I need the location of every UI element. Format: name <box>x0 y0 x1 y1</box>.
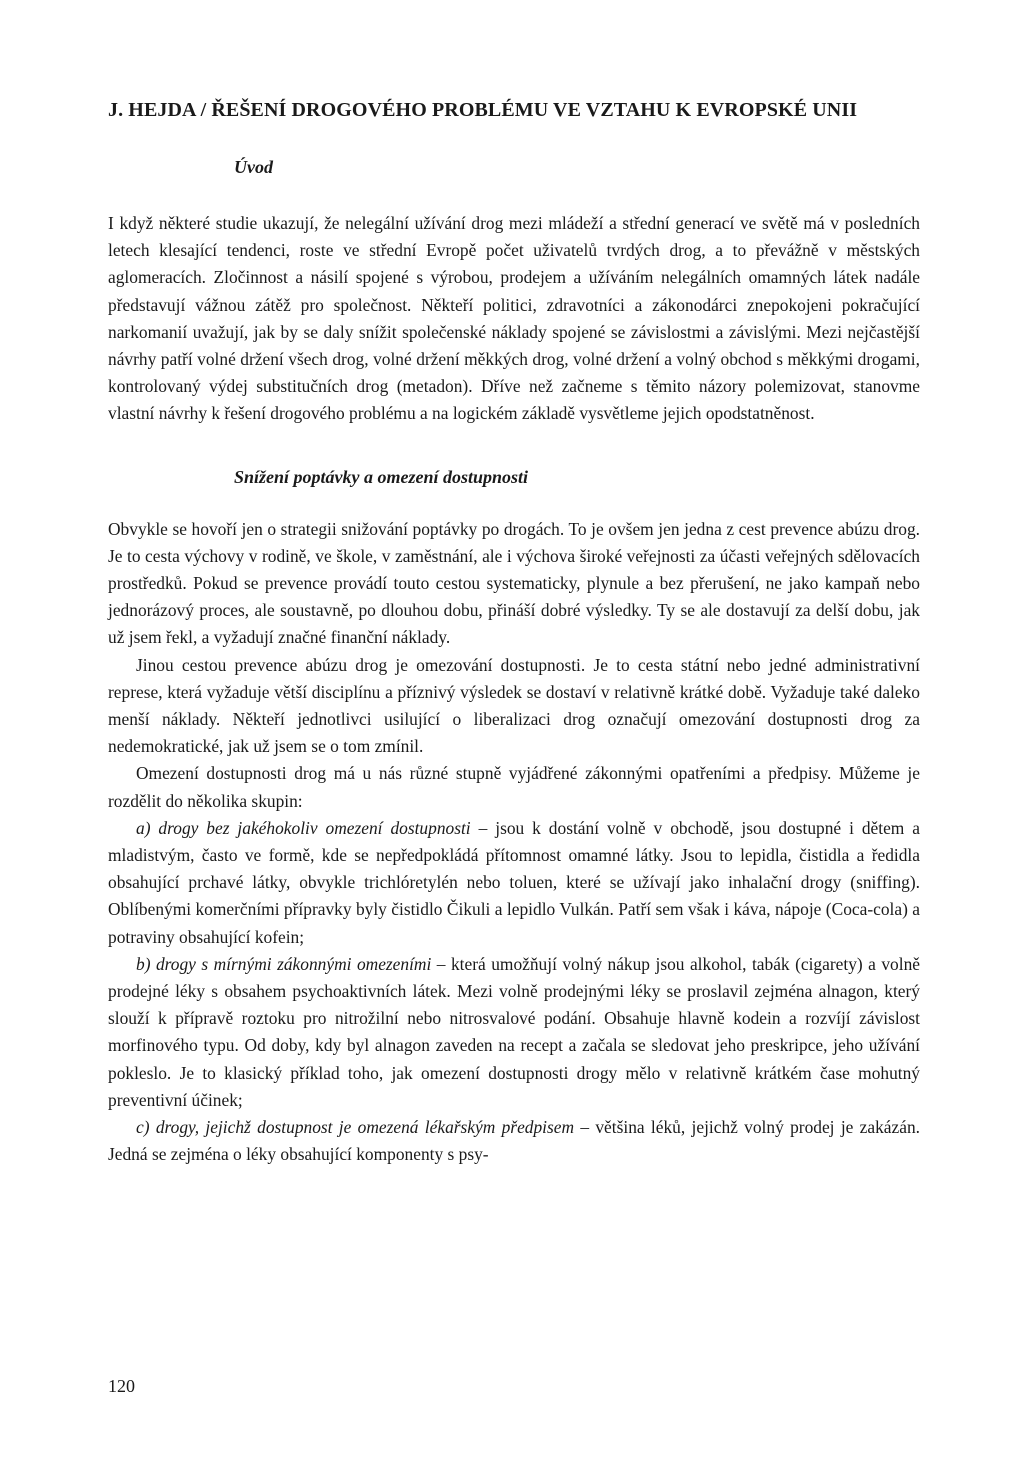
list-item-a <box>108 815 920 951</box>
list-item-c-text: – většina léků, jejichž volný prodej je zakázán. Jedná se zejména o léky obsahující komponenty s psy- <box>108 1117 920 1165</box>
article-title: J. HEJDA / ŘEŠENÍ DROGOVÉHO PROBLÉMU VE VZTAHU K EVROPSKÉ UNII <box>108 99 858 121</box>
paragraph-3: Omezení dostupnosti drog má u nás různé stupně vyjádřené zákonnými opatřeními a předpisy. Můžeme je rozdělit do několika skupin: <box>108 763 920 811</box>
paragraph-1: Obvykle se hovoří jen o strategii snižování poptávky po drogách. To je ovšem jen jedna z cest prevence abúzu drog. Je to cesta výchovy v rodině, ve škole, v zaměstnání, ale i výchova široké veřejnosti za účasti veřejných sdělovacích prostředků. Pokud se prevence provádí touto cestou systematicky, plynule a bez přerušení, ne jako kampaň nebo jednorázový proces, ale soustavně, po dlouhou dobu, přináší dobré výsledky. Ty se ale dostavují za delší dobu, jak už jsem řekl, a vyžadují značné finanční náklady. <box>108 518 920 648</box>
paragraph-2: Jinou cestou prevence abúzu drog je omezování dostupnosti. Je to cesta státní nebo jedné administrativní represe, která vyžaduje větší disciplínu a příznivý výsledek se dostaví v relativně krátké době. Vyžaduje také daleko menší náklady. Někteří jednotlivci usilující o liberalizaci drog označují omezování dostupnosti drog za nedemokratické, jak už jsem se o tom zmínil. <box>108 654 920 757</box>
list-item-a-label: a) drogy bez jakéhokoliv omezení dostupnosti <box>136 817 471 838</box>
list-item-b-label: b) drogy s mírnými zákonnými omezeními <box>136 953 432 974</box>
intro-paragraph: I když některé studie ukazují, že nelegální užívání drog mezi mládeží a střední generací ve světě má v posledních letech klesající tendenci, roste ve střední Evropě počet uživatelů tvrdých drog, a to převážně v městských aglomeracích. Zločinnost a násilí spojené s výrobou, prodejem a užíváním nelegálních omamných látek nadále představují vážnou zátěž pro společnost. Někteří politici, zdravotníci a zákonodárci znepokojeni pokračující narkomanií uvažují, jak by se daly snížit společenské náklady spojené se závislostmi a závislými. Mezi nejčastější návrhy patří volné držení všech drog, volné držení měkkých drog, volné držení a volný obchod s měkkými drogami, kontrolovaný výdej substitučních drog (metadon). Dříve než začneme s těmito názory polemizovat, stanovme vlastní návrhy k řešení drogového problému a na logickém základě vysvětleme jejich opodstatněnost. <box>108 213 920 424</box>
list-item-b <box>108 951 920 1114</box>
list-item-c-label: c) drogy, jejichž dostupnost je omezená lékařským předpisem <box>136 1117 575 1138</box>
list-item-c <box>108 1114 920 1168</box>
list-item-b-text: – která umožňují volný nákup jsou alkohol, tabák (cigarety) a volně prodejné léky s obsahem psychoaktivních látek. Mezi volně prodejnými léky se proslavil zejména alnagon, který slouží k přípravě roztoku pro nitrožilní nebo nitrosvalové podání. Obsahuje hlavně kodein a rozvíjí závislost morfinového typu. Od doby, kdy byl alnagon zaveden na recept a začala se sledovat jeho preskripce, jeho užívání pokleslo. Je to klasický příklad toho, jak omezení dostupnosti drogy mělo v relativně krátkém čase mohutný preventivní účinek; <box>108 953 921 1110</box>
section-heading: Snížení poptávky a omezení dostupnosti <box>234 466 529 487</box>
list-item-a-text: – jsou k dostání volně v obchodě, jsou dostupné i dětem a mladistvým, často ve formě, kde se nepředpokládá přítomnost omamné látky. Jsou to lepidla, čistidla a ředidla obsahující prchavé látky, obvykle trichlóretylén nebo toluen, které se užívají jako inhalační drogy (sniffing). Oblíbenými komerčními přípravky byly čistidlo Čikuli a lepidlo Vulkán. Patří sem však i káva, nápoje (Coca-cola) a potraviny obsahující kofein; <box>108 817 920 947</box>
page-number: 120 <box>108 1376 135 1396</box>
intro-heading: Úvod <box>234 157 273 177</box>
page-content <box>108 96 920 1169</box>
